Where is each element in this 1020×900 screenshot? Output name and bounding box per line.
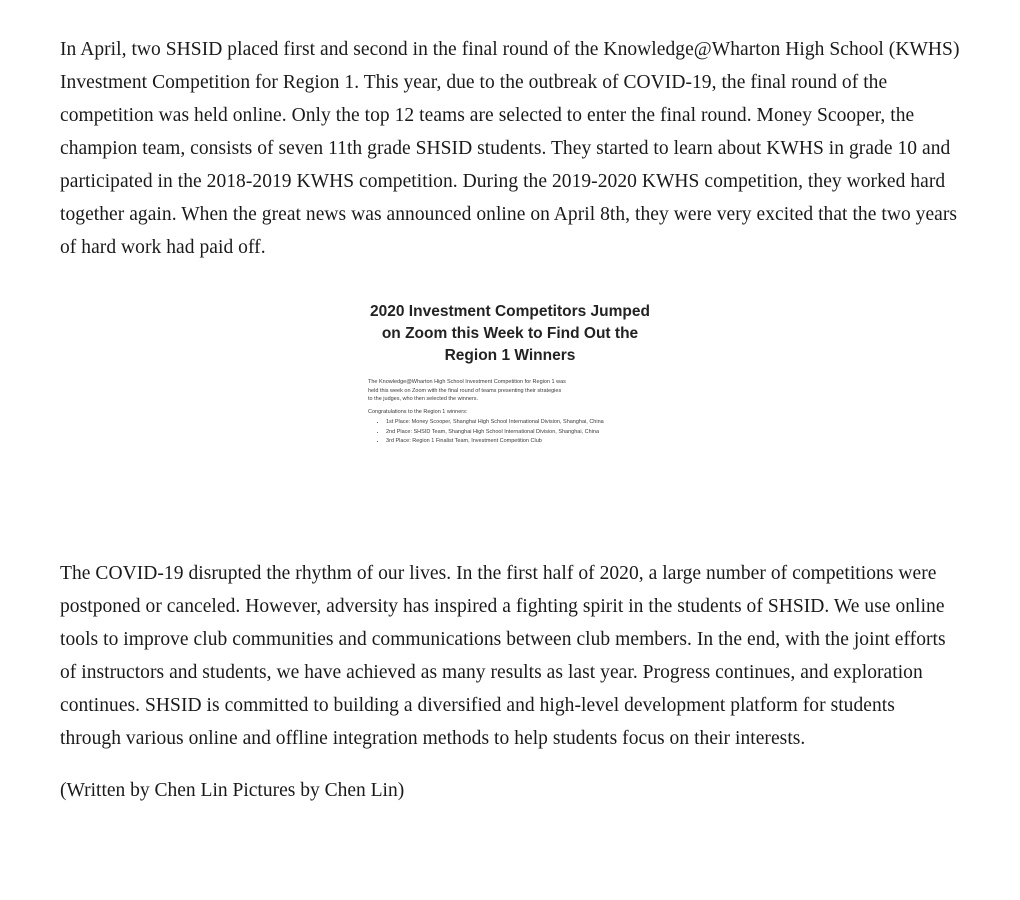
article: [60, 33, 960, 807]
figure-winner-item: • 1st Place: Money Scooper, Shanghai High School International Division, Shanghai, China: [386, 418, 618, 427]
figure-winner-item: • 2nd Place: SHSID Team, Shanghai High School International Division, Shanghai, China: [386, 428, 618, 437]
figure-body-text: [368, 378, 648, 447]
figure-winner-list: [368, 418, 648, 446]
article-figure: [60, 301, 960, 541]
figure-body-line: to the judges, who then selected the winners.: [368, 396, 479, 402]
figure-body-line: The Knowledge@Wharton High School Investment Competition for Region 1 was: [368, 379, 566, 385]
figure-title-line-1: 2020 Investment Competitors Jumped: [370, 303, 650, 320]
figure-subheading: Congratulations to the Region 1 winners:: [368, 408, 468, 415]
figure-winner-item: • 3rd Place: Region 1 Finalist Team, Investment Competition Club: [386, 437, 618, 446]
article-paragraph-2: The COVID-19 disrupted the rhythm of our lives. In the first half of 2020, a large number of competitions were postponed or canceled. However, adversity has inspired a fighting spirit in the students of SHSID. We use online tools to improve club communities and communications between club members. In the end, with the joint efforts of instructors and students, we have achieved as many results as last year. Progress continues, and exploration continues. SHSID is committed to building a diversified and high-level development platform for students through various online and offline integration methods to help students focus on their interests.: [60, 563, 946, 749]
news-clipping-image: [310, 301, 710, 531]
article-credit: (Written by Chen Lin Pictures by Chen Lin): [60, 780, 405, 801]
figure-title: [310, 301, 710, 367]
article-paragraph-1: In April, two SHSID placed first and second in the final round of the Knowledge@Wharton High School (KWHS) Investment Competition for Region 1. This year, due to the outbreak of COVID-19, the final round of the competition was held online. Only the top 12 teams are selected to enter the final round. Money Scooper, the champion team, consists of seven 11th grade SHSID students. They started to learn about KWHS in grade 10 and participated in the 2018-2019 KWHS competition. During the 2019-2020 KWHS competition, they worked hard together again. When the great news was announced online on April 8th, they were very excited that the two years of hard work had paid off.: [60, 39, 960, 258]
figure-title-line-2: on Zoom this Week to Find Out the: [381, 325, 639, 342]
figure-title-line-3: Region 1 Winners: [444, 347, 576, 364]
figure-body-line: held this week on Zoom with the final round of teams presenting their strategies: [368, 387, 562, 394]
